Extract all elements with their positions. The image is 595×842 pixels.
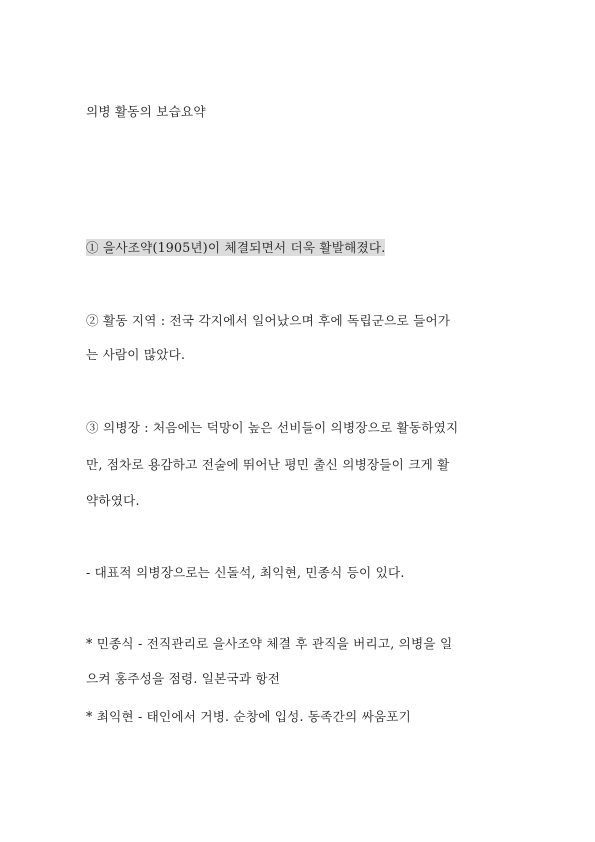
paragraph-4: - 대표적 의병장으로는 신돌석, 최익현, 민종식 등이 있다. bbox=[86, 565, 405, 580]
document-title: 의병 활동의 보습요약 bbox=[86, 104, 206, 119]
highlighted-text: ① 을사조약(1905년)이 체결되면서 더욱 활발해졌다. bbox=[86, 240, 386, 255]
paragraph-5-line-1: * 민종식 - 전직관리로 을사조약 체결 후 관직을 버리고, 의병을 일 bbox=[86, 636, 453, 651]
paragraph-3-line-2: 만, 점차로 용감하고 전술에 뛰어난 평민 출신 의병장들이 크게 활 bbox=[86, 457, 450, 472]
paragraph-6: * 최익현 - 태인에서 거병. 순창에 입성. 동족간의 싸움포기 bbox=[86, 709, 412, 724]
paragraph-3-line-3: 약하였다. bbox=[86, 493, 140, 508]
paragraph-2-line-1: ② 활동 지역 : 전국 각지에서 일어났으며 후에 독립군으로 들어가 bbox=[86, 313, 451, 328]
paragraph-2-line-2: 는 사람이 많았다. bbox=[86, 347, 186, 362]
paragraph-5-line-2: 으켜 홍주성을 점령. 일본국과 항전 bbox=[86, 671, 281, 686]
paragraph-3-line-1: ③ 의병장 : 처음에는 덕망이 높은 선비들이 의병장으로 활동하였지 bbox=[86, 420, 459, 435]
paragraph-1 bbox=[86, 240, 385, 256]
